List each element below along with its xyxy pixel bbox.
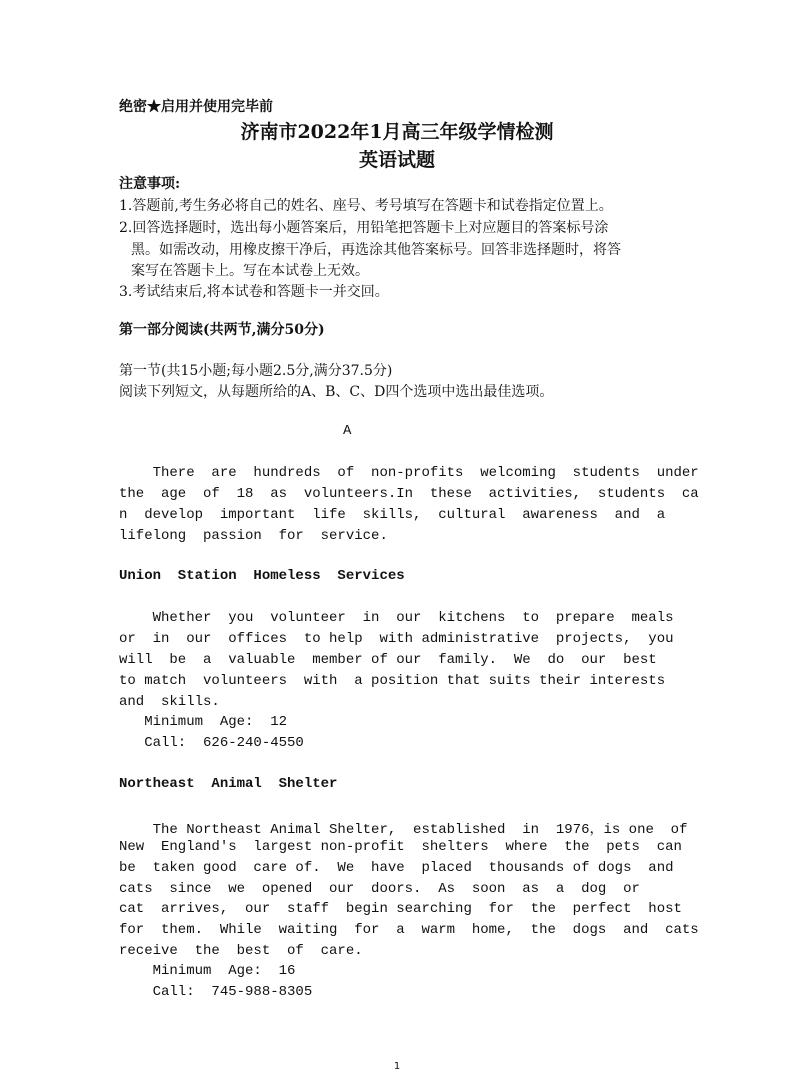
exam-subtitle: 英语试题 <box>358 149 435 171</box>
intro-line: the age of 18 as volunteers.In these activities, students ca <box>119 486 699 502</box>
intro-line: n develop important life skills, cultural awareness and a <box>119 507 666 523</box>
intro-line: There are hundreds of non-profits welcoming students under <box>119 465 699 481</box>
org2-line: The Northeast Animal Shelter, established in 1976，is one of <box>119 822 688 838</box>
org1-line: or in our offices to help with administrative projects, you <box>119 631 674 647</box>
org2-line: cat arrives, our staff begin searching for the perfect host <box>119 901 682 917</box>
notes-item: 1.答题前,考生务必将自己的姓名、座号、考号填写在答题卡和试卷指定位置上。 <box>119 198 613 214</box>
passage-letter: A <box>343 423 352 439</box>
intro-line: lifelong passion for service. <box>119 528 388 544</box>
org1-min-age: Minimum Age: 12 <box>119 714 288 730</box>
notes-item: 3.考试结束后,将本试卷和答题卡一并交回。 <box>119 284 389 300</box>
org2-call: Call: 745-988-8305 <box>119 984 313 1000</box>
org2-line: for them. While waiting for a warm home, the dogs and cats <box>119 922 699 938</box>
org2-line: receive the best of care. <box>119 943 363 959</box>
org2-min-age: Minimum Age: 16 <box>119 963 296 979</box>
exam-title: 济南市2022年1月高三年级学情检测 <box>240 121 554 143</box>
notes-heading: 注意事项: <box>119 176 181 192</box>
confidential-note: 绝密★启用并使用完毕前 <box>119 99 273 115</box>
org1-name: Union Station Homeless Services <box>119 568 405 584</box>
section1-heading: 第一节(共15小题;每小题2.5分,满分37.5分) <box>119 363 393 379</box>
notes-item: 黑。如需改动，用橡皮擦干净后，再选涂其他答案标号。回答非选择题时，将答 <box>131 242 621 258</box>
page-number: 1 <box>393 1061 401 1072</box>
org2-line: be taken good care of. We have placed thousands of dogs and <box>119 860 674 876</box>
org2-name: Northeast Animal Shelter <box>119 776 338 792</box>
org1-line: Whether you volunteer in our kitchens to prepare meals <box>119 610 674 626</box>
org1-line: and skills. <box>119 694 220 710</box>
org1-line: to match volunteers with a position that suits their interests <box>119 673 666 689</box>
notes-item: 案写在答题卡上。写在本试卷上无效。 <box>131 263 369 279</box>
org2-line: New England's largest non-profit shelters where the pets can <box>119 839 682 855</box>
org1-call: Call: 626-240-4550 <box>119 735 304 751</box>
section1-instruction: 阅读下列短文，从每题所给的A、B、C、D四个选项中选出最佳选项。 <box>119 384 554 400</box>
part1-heading: 第一部分阅读(共两节,满分50分) <box>119 322 325 338</box>
org1-line: will be a valuable member of our family. We do our best <box>119 652 657 668</box>
org2-line: cats since we opened our doors. As soon as a dog or <box>119 881 640 897</box>
notes-item: 2.回答选择题时，选出每小题答案后，用铅笔把答题卡上对应题目的答案标号涂 <box>119 220 609 236</box>
